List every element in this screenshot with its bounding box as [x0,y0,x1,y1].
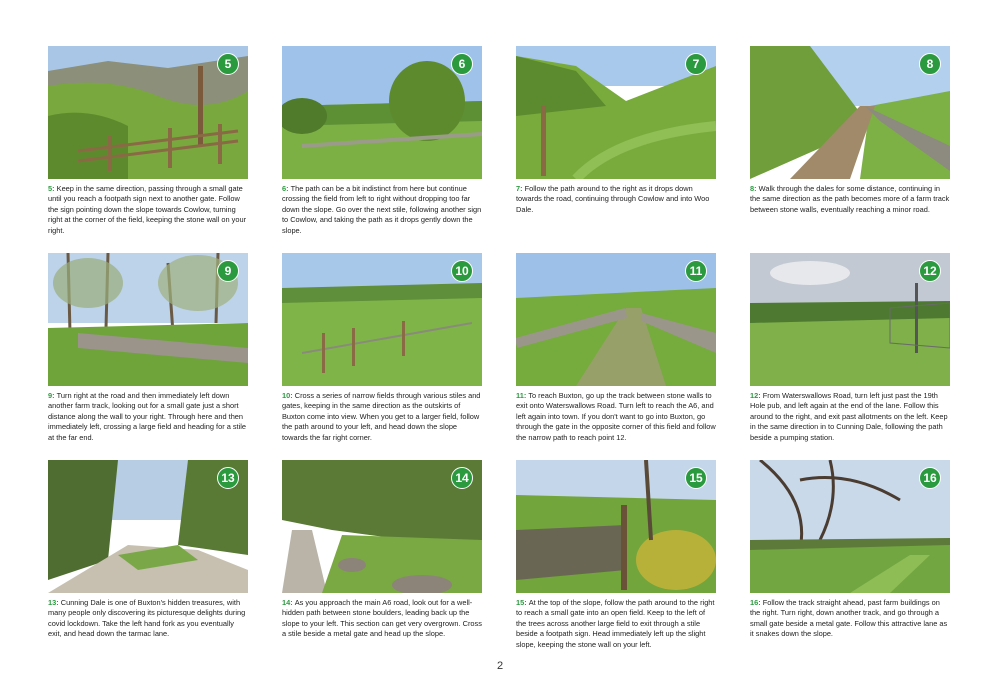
steps-grid [48,46,950,665]
step-caption-text: Turn right at the road and then immediately left down another farm track, looking out for a small gate just a short distance along the wall to your right. Through here and then immediately left, crossing a large field and heading for a stile at the far end. [48,391,247,442]
step-number-badge: 7 [685,53,707,75]
step-card [48,253,248,458]
step-caption-text: Cunning Dale is one of Buxton's hidden treasures, with many people only discovering its picturesque delights during covid lockdown. Take the left hand fork as you eventually exit, and head down the tarmac lane. [48,598,246,639]
step-photo [516,460,716,593]
step-card [750,460,950,665]
step-caption: 12: From Waterswallows Road, turn left just past the 19th Hole pub, and left again at the end of the lane. Follow this around to the right, and exit past allotments on the left. Keep in the same direction in to Cunning Dale, following the path beside a pumping station. [750,391,948,442]
step-card [516,46,716,251]
step-caption-number: 11 [516,391,524,400]
step-caption-number: 6 [282,184,287,193]
step-caption: 7: Follow the path around to the right as it drops down towards the road, continuing through Cowlow and into Woo Dale. [516,184,710,214]
step-photo [282,46,482,179]
step-card [750,46,950,251]
step-caption: 15: At the top of the slope, follow the path around to the right to reach a small gate into an open field. Keep to the left of the trees across another large field to exit through a stile beside a footpath sign. Head immediately left up the slight slope, keeping the stone wall on your left. [516,598,715,649]
step-caption: 6: The path can be a bit indistinct from here but continue crossing the field from left to right without dropping too far down the slope. Go over the next stile, following another sign to Cowlow, and taking the path as it drops gently down the slope. [282,184,482,235]
step-caption: 16: Follow the track straight ahead, past farm buildings on the right. Turn right, down another track, and go through a small gate beside a metal gate. Follow this attractive lane as it snakes down the slope. [750,598,948,639]
step-card [282,253,482,458]
step-caption-text: At the top of the slope, follow the path around to the right to reach a small gate into an open field. Keep to the left of the trees across another large field to exit through a stile beside a footpath sign. Head immediately left up the slight slope, keeping the stone wall on your left. [516,598,715,649]
step-card [516,460,716,665]
step-photo [48,460,248,593]
step-caption: 10: Cross a series of narrow fields through various stiles and gates, keeping in the same direction as the outskirts of Buxton come into view. When you get to a larger field, follow the path around to your left, and head down the slope towards the far right corner. [282,391,481,442]
step-caption-number: 15 [516,598,525,607]
step-caption: 13: Cunning Dale is one of Buxton's hidden treasures, with many people only discovering its picturesque delights during covid lockdown. Take the left hand fork as you eventually exit, and head down the tarmac lane. [48,598,246,639]
step-number-badge: 10 [451,260,473,282]
step-caption: 14: As you approach the main A6 road, look out for a well-hidden path between stone boulders, leading back up the slope to your left. This section can get very overgrown. Cross a stile beside a metal gate and head up the slope. [282,598,482,639]
step-card [48,46,248,251]
step-caption: 11: To reach Buxton, go up the track between stone walls to exit onto Waterswallows Road. Turn left to reach the A6, and left again into town. If you don't want to go into Buxton, go through the gate in the opposite corner of this field and follow the narrow path to reach point 12. [516,391,716,442]
page-number: 2 [496,660,504,672]
step-caption-text: Cross a series of narrow fields through various stiles and gates, keeping in the same direction as the outskirts of Buxton come into view. When you get to a larger field, follow the path around to your left, and head down the slope towards the far right corner. [282,391,481,442]
step-card [282,46,482,251]
step-number-badge: 14 [451,467,473,489]
step-caption-text: To reach Buxton, go up the track between stone walls to exit onto Waterswallows Road. Turn left to reach the A6, and left again into town. If you don't want to go into Buxton, go through the gate in the opposite corner of this field and follow the narrow path to reach point 12. [516,391,716,442]
step-number-badge: 13 [217,467,239,489]
step-number-badge: 16 [919,467,941,489]
step-caption: 9: Turn right at the road and then immediately left down another farm track, looking out for a small gate just a short distance along the wall to your right. Through here and then immediately left, crossing a large field and heading for a stile at the far end. [48,391,247,442]
step-card [48,460,248,665]
step-photo [516,253,716,386]
step-caption-text: Follow the path around to the right as it drops down towards the road, continuing through Cowlow and into Woo Dale. [516,184,710,214]
step-number-badge: 12 [919,260,941,282]
step-photo [48,253,248,386]
step-card [750,253,950,458]
step-photo [516,46,716,179]
step-caption-text: The path can be a bit indistinct from here but continue crossing the field from left to right without dropping too far down the slope. Go over the next stile, following another sign to Cowlow, and taking the path as it drops gently down the slope. [282,184,482,235]
step-caption-text: As you approach the main A6 road, look out for a well-hidden path between stone boulders, leading back up the slope to your left. This section can get very overgrown. Cross a stile beside a metal gate and head up the slope. [282,598,482,639]
step-photo [282,460,482,593]
step-number-badge: 15 [685,467,707,489]
step-caption-text: Follow the track straight ahead, past farm buildings on the right. Turn right, down another track, and go through a small gate beside a metal gate. Follow this attractive lane as it snakes down the slope. [750,598,948,639]
step-caption-number: 16 [750,598,759,607]
step-number-badge: 6 [451,53,473,75]
step-caption-number: 5 [48,184,53,193]
step-caption-number: 14 [282,598,291,607]
step-photo [282,253,482,386]
step-number-badge: 5 [217,53,239,75]
step-photo [750,253,950,386]
step-caption: 5: Keep in the same direction, passing through a small gate until you reach a footpath sign next to another gate. Follow the sign pointing down the slope towards Cowlow, turning right at the corner of the field, keeping the stone wall on your right. [48,184,247,235]
step-caption-number: 8 [750,184,755,193]
step-photo [750,460,950,593]
step-caption-number: 10 [282,391,291,400]
step-caption-text: Keep in the same direction, passing through a small gate until you reach a footpath sign next to another gate. Follow the sign pointing down the slope towards Cowlow, turning right at the corner of the field, keeping the stone wall on your right. [48,184,247,235]
step-caption-number: 7 [516,184,521,193]
step-caption-text: From Waterswallows Road, turn left just past the 19th Hole pub, and left again at the end of the lane. Follow this around to the right, and exit past allotments on the left. Keep in the same direction in to Cunning Dale, following the path beside a pumping station. [750,391,948,442]
step-number-badge: 11 [685,260,707,282]
step-caption-number: 9 [48,391,53,400]
step-photo [750,46,950,179]
step-caption: 8: Walk through the dales for some distance, continuing in the same direction as the path becomes more of a farm track between stone walls, eventually reaching a minor road. [750,184,950,214]
step-caption-number: 13 [48,598,57,607]
step-card [282,460,482,665]
step-caption-number: 12 [750,391,759,400]
step-number-badge: 8 [919,53,941,75]
step-photo [48,46,248,179]
step-number-badge: 9 [217,260,239,282]
step-card [516,253,716,458]
step-caption-text: Walk through the dales for some distance, continuing in the same direction as the path becomes more of a farm track between stone walls, eventually reaching a minor road. [750,184,950,214]
